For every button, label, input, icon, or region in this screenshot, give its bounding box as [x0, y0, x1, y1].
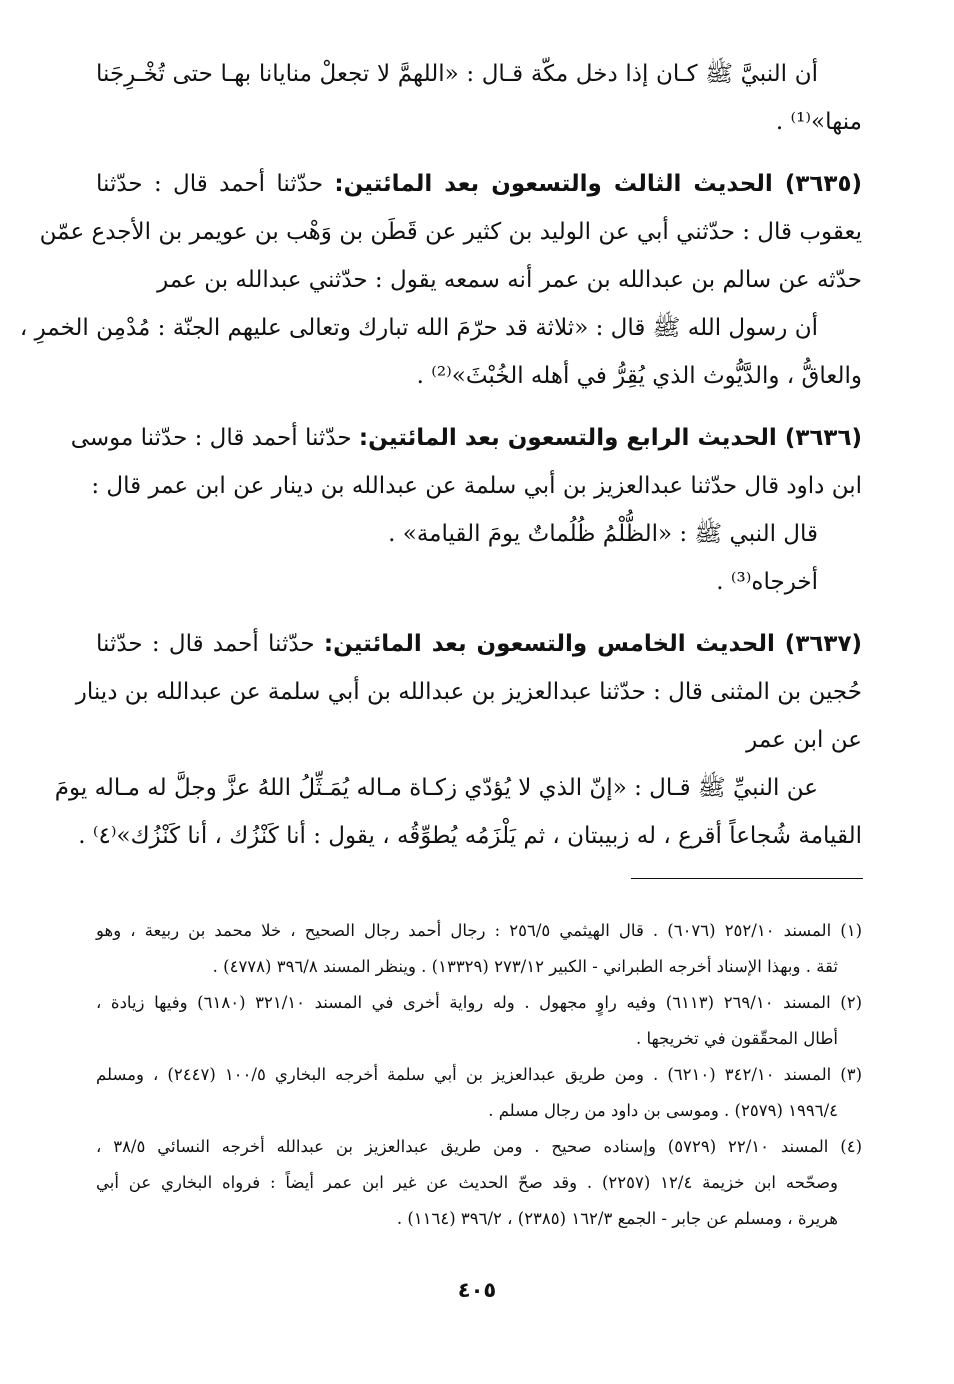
hadith-heading: (٣٦٣٧) الحديث الخامس والتسعون بعد المائتين: [323, 631, 862, 657]
line-text: قال النبي ﷺ : «الظُّلْمُ ظُلُماتٌ يومَ القيامة» . [388, 521, 818, 547]
text-line [96, 352, 862, 400]
footnote-line: ١٩٩٦/٤ (٢٥٧٩) . وموسى بن داود من رجال مسلم . [488, 1101, 838, 1120]
paragraph-gap [96, 146, 862, 160]
text-line [96, 558, 862, 606]
footnote-line: (٢) المسند ٢٦٩/١٠ (٦١١٣) وفيه راوٍ مجهول . وله رواية أخرى في المسند ٣٢١/١٠ (٦١٨٠) وفيها زيادة ، [96, 993, 863, 1012]
text-line [96, 256, 862, 304]
text-line [96, 50, 862, 98]
paragraph-gap [96, 400, 862, 414]
text-line [78, 812, 862, 860]
page-number: ٤٠٥ [457, 1278, 497, 1302]
line-text: حدّثنا أحمد قال : حدّثنا [96, 631, 324, 657]
hadith-heading-line [70, 414, 862, 462]
text-line [75, 668, 862, 716]
hadith-heading: (٣٦٣٥) الحديث الثالث والتسعون بعد المائتين: [334, 171, 863, 197]
line-text: حدّثنا أحمد قال : حدّثنا [96, 171, 335, 197]
footnote-line: (٤) المسند ٢٢/١٠ (٥٧٢٩) وإسناده صحيح . ومن طريق عبدالعزيز بن عبدالله أخرجه النسائي ٣٨/٥ ، [96, 1137, 863, 1156]
hadith-heading: (٣٦٣٦) الحديث الرابع والتسعون بعد المائتين: [358, 425, 862, 451]
text-line [54, 764, 862, 812]
text-line [96, 716, 862, 764]
footnote-line: (٣) المسند ٣٤٢/١٠ (٦٢١٠) . ومن طريق عبدالعزيز بن أبي سلمة أخرجه البخاري ١٠٠/٥ (٢٤٤٧) ، ومسلم [96, 1065, 862, 1084]
text-line [91, 462, 862, 510]
footnotes [96, 913, 862, 1237]
line-text: حدّثنا أحمد قال : حدّثنا موسى [70, 425, 359, 451]
text-line [39, 208, 862, 256]
line-text: أن رسول الله ﷺ قال : «ثلاثة قد حرّمَ الله تبارك وتعالى عليهم الجنّة : مُدْمِن الخمرِ ، [19, 315, 818, 341]
line-text: حُجين بن المثنى قال : حدّثنا عبدالعزيز بن عبدالله بن أبي سلمة عن عبدالله بن دينار [75, 679, 862, 705]
line-text: حدّثه عن سالم بن عبدالله بن عمر أنه سمعه يقول : حدّثني عبدالله بن عمر [157, 267, 862, 293]
footnote-line: وصحّحه ابن خزيمة ١٢/٤ (٢٢٥٧) . وقد صحّ الحديث عن غير ابن عمر أيضاً : فرواه البخاري عن أبي [96, 1173, 838, 1192]
body-text [19, 50, 863, 860]
footnote-line: ثقة . وبهذا الإسناد أخرجه الطبراني - الكبير ٢٧٣/١٢ (١٣٣٢٩) . وينظر المسند ٣٩٦/٨ (٤٧٧٨) . [212, 957, 838, 976]
line-text: عن ابن عمر [746, 727, 862, 753]
line-text: القيامة شُجاعاً أقرع ، له زبيبتان ، ثم يَلْزَمُه يُطوِّقُه ، يقول : أنا كَنْزُك ، أنا كَنْزُك»⁽٤⁾ . [78, 823, 862, 849]
line-text: أن النبيَّ ﷺ كـان إذا دخل مكّة قـال : «اللهمَّ لا تجعلْ منايانا بهـا حتى تُخْـرِجَنا [96, 61, 818, 87]
footnote-line: أطال المحقّقون في تخريجها . [636, 1029, 838, 1048]
line-text: ابن داود قال حدّثنا عبدالعزيز بن أبي سلمة عن عبدالله بن دينار عن ابن عمر قال : [91, 473, 862, 499]
footnote-line: (١) المسند ٢٥٢/١٠ (٦٠٧٦) . قال الهيثمي ٢٥٦/٥ : رجال أحمد رجال الصحيح ، خلا محمد بن ربيعة ، وهو [96, 921, 863, 940]
hadith-heading-line [96, 620, 862, 668]
line-text: منها»⁽¹⁾ . [775, 109, 862, 135]
text-line [19, 304, 862, 352]
line-text: عن النبيِّ ﷺ قـال : «إنّ الذي لا يُؤدّي زكـاة مـاله يُمَـثِّلُ اللهُ عزَّ وجلَّ له مـاله يومَ [54, 775, 818, 801]
text-line [96, 98, 862, 146]
text-line [96, 510, 862, 558]
paragraph-gap [96, 606, 862, 620]
line-text: أخرجاه⁽³⁾ . [716, 569, 818, 595]
footnote-line: هريرة ، ومسلم عن جابر - الجمع ١٦٢/٣ (٢٣٨٥) ، ٣٩٦/٢ (١١٦٤) . [396, 1209, 838, 1228]
line-text: والعاقُّ ، والدَّيُّوث الذي يُقِرُّ في أهله الخُبْثَ»⁽²⁾ . [416, 363, 862, 389]
hadith-heading-line [96, 160, 862, 208]
line-text: يعقوب قال : حدّثني أبي عن الوليد بن كثير عن قَطَن بن وَهْب بن عويمر بن الأجدع عمّن [39, 219, 862, 245]
footnote-separator [631, 878, 863, 879]
